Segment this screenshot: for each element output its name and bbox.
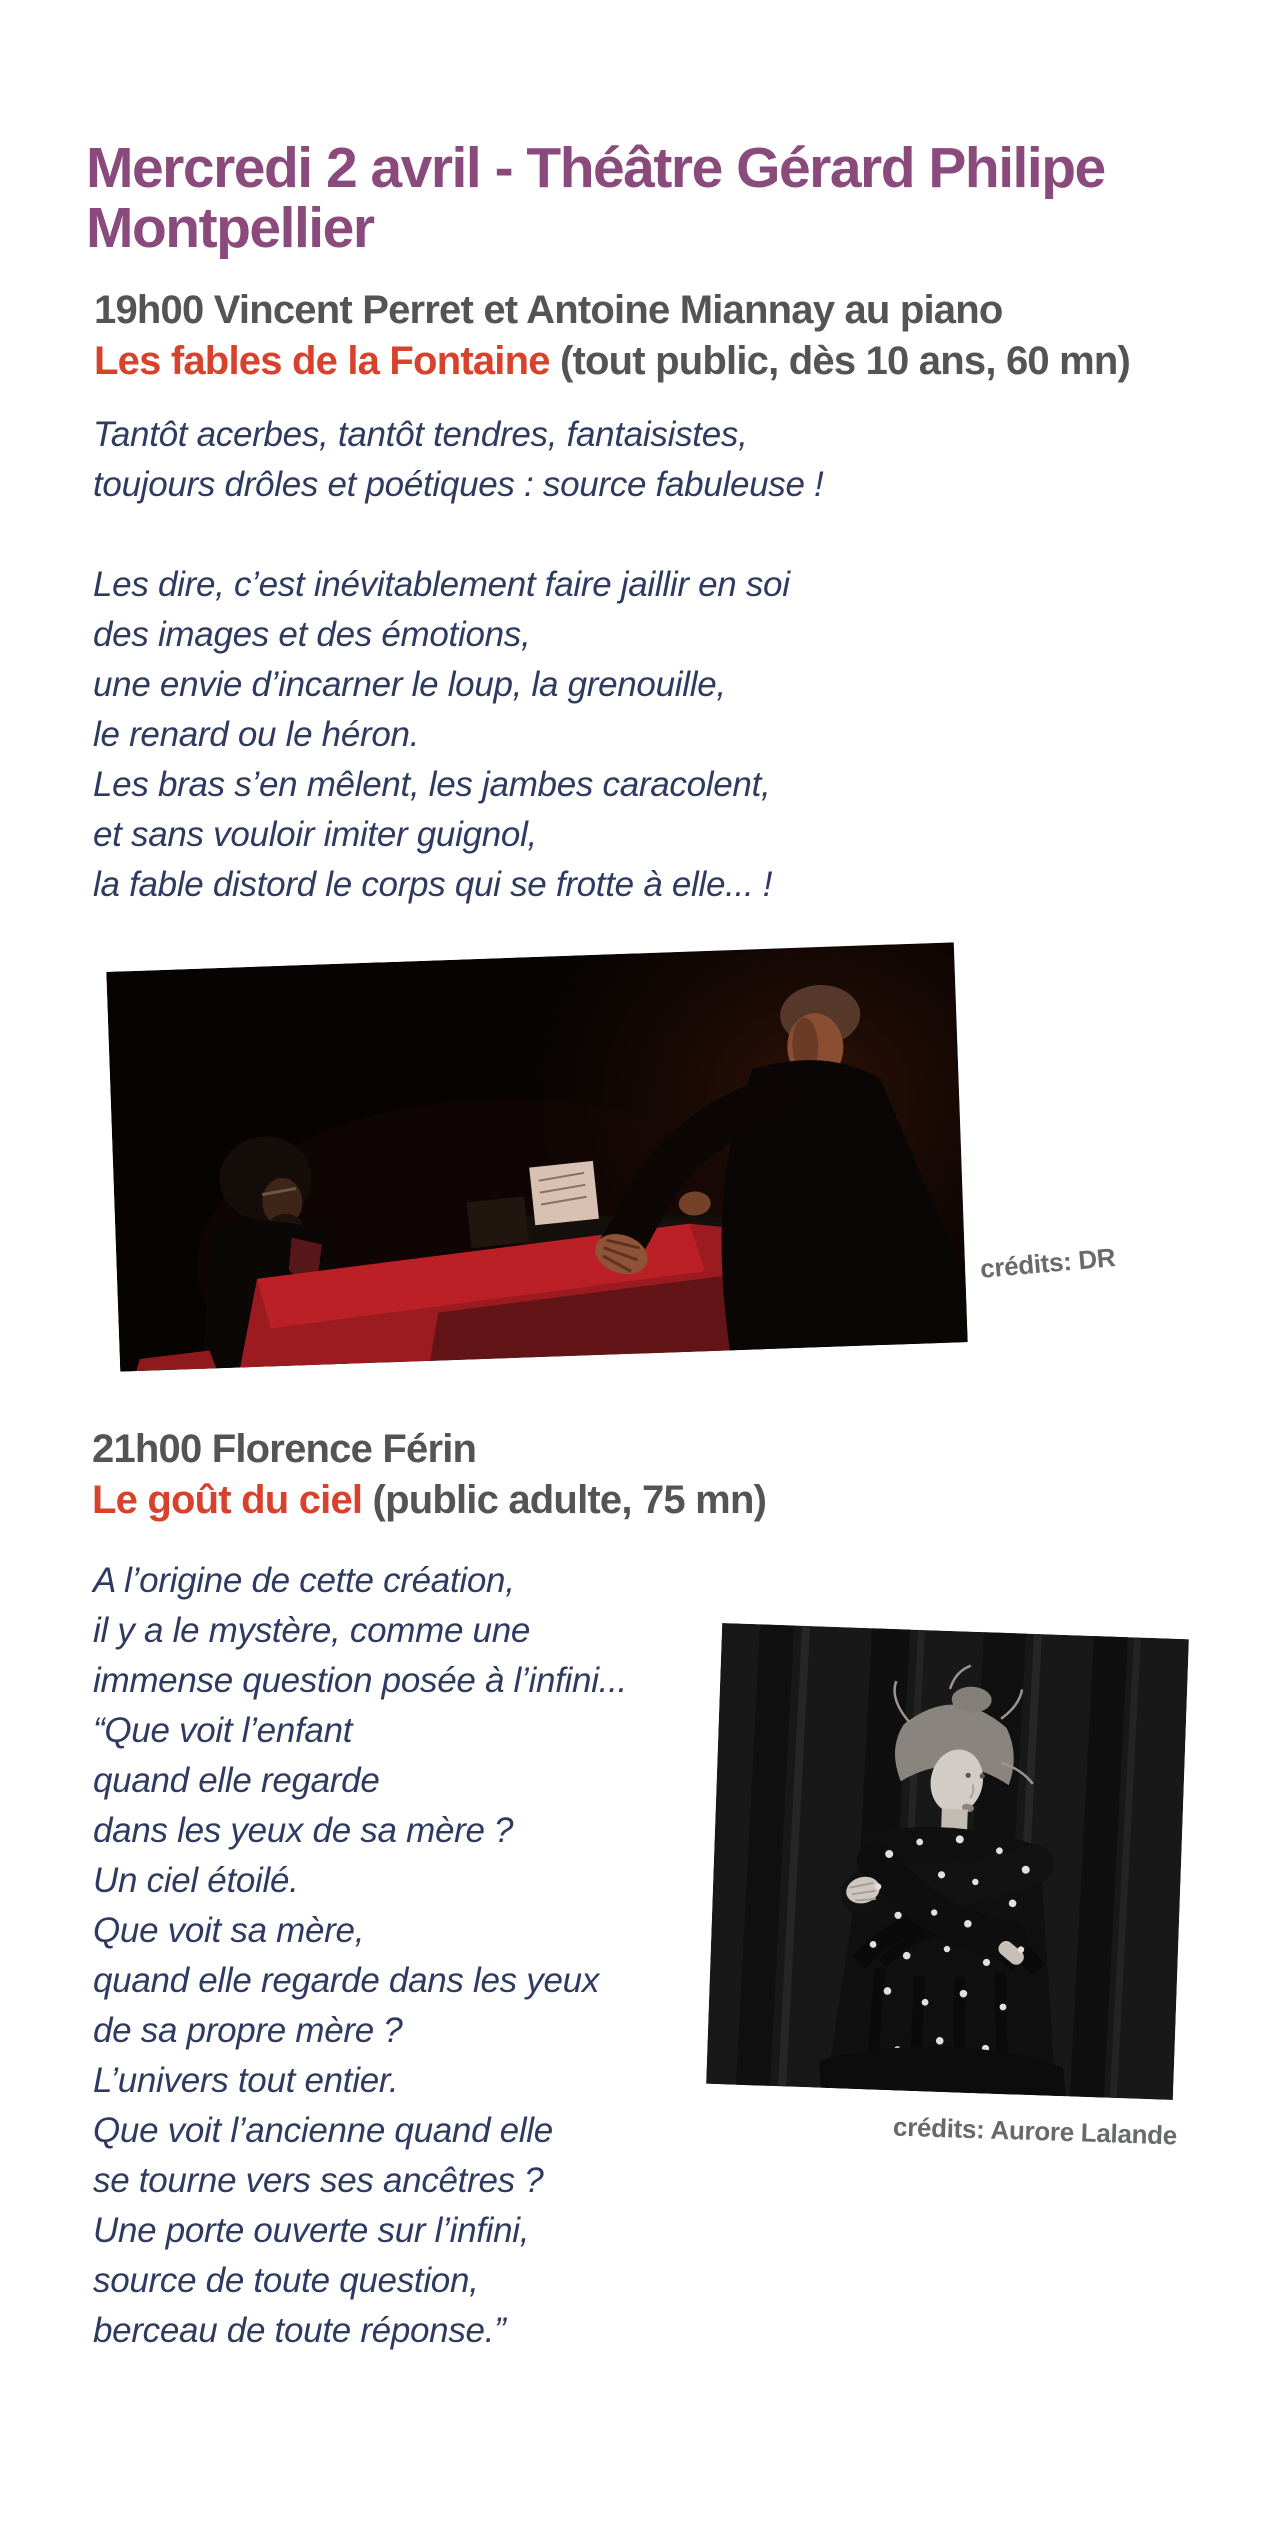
stage-photo-artwork xyxy=(106,942,967,1371)
event-2-heading xyxy=(92,1424,766,1526)
event-1-show-details: (tout public, dès 10 ans, 60 mn) xyxy=(549,339,1131,383)
title-line-2: Montpellier xyxy=(86,196,374,260)
event-2-show-line xyxy=(92,1475,766,1526)
event-1-time-performers: 19h00 Vincent Perret et Antoine Miannay au piano xyxy=(94,288,1003,332)
portrait-photo-artwork xyxy=(706,1623,1189,2100)
event-1-heading xyxy=(94,285,1130,387)
event-2-time-performers: 21h00 Florence Férin xyxy=(92,1427,477,1471)
event-2-show-title: Le goût du ciel xyxy=(92,1478,363,1522)
title-line-1: Mercredi 2 avril - Théâtre Gérard Philipe xyxy=(86,136,1105,200)
event-1-description: Tantôt acerbes, tantôt tendres, fantaisistes, toujours drôles et poétiques : source fabuleuse ! Les dire, c’est inévitablement faire jaillir en soi des images et des émotions, une envie d’incarner le loup, la grenouille, le renard ou le héron. Les bras s’en mêlent, les jambes caracolent, et sans vouloir imiter guignol, la fable distord le corps qui se frotte à elle... ! xyxy=(93,415,824,904)
event-2-photo xyxy=(706,1623,1189,2100)
event-2-photo-credit: crédits: Aurore Lalande xyxy=(892,2111,1178,2151)
event-2-description: A l’origine de cette création, il y a le mystère, comme une immense question posée à l’infini... “Que voit l’enfant quand elle regarde dans les yeux de sa mère ? Un ciel étoilé. Que voit sa mère, quand elle regarde dans les yeux de sa propre mère ? L’univers tout entier. Que voit l’ancienne quand elle se tourne vers ses ancêtres ? Une porte ouverte sur l’infini, source de toute question, berceau de toute réponse.” xyxy=(93,1561,627,2350)
event-1-photo xyxy=(106,942,967,1371)
page-title xyxy=(86,138,1105,258)
event-1-photo-credit: crédits: DR xyxy=(978,1242,1117,1284)
event-1-show-title: Les fables de la Fontaine xyxy=(94,339,550,383)
event-2-show-details: (public adulte, 75 mn) xyxy=(362,1478,767,1522)
event-1-show-line xyxy=(94,336,1130,387)
